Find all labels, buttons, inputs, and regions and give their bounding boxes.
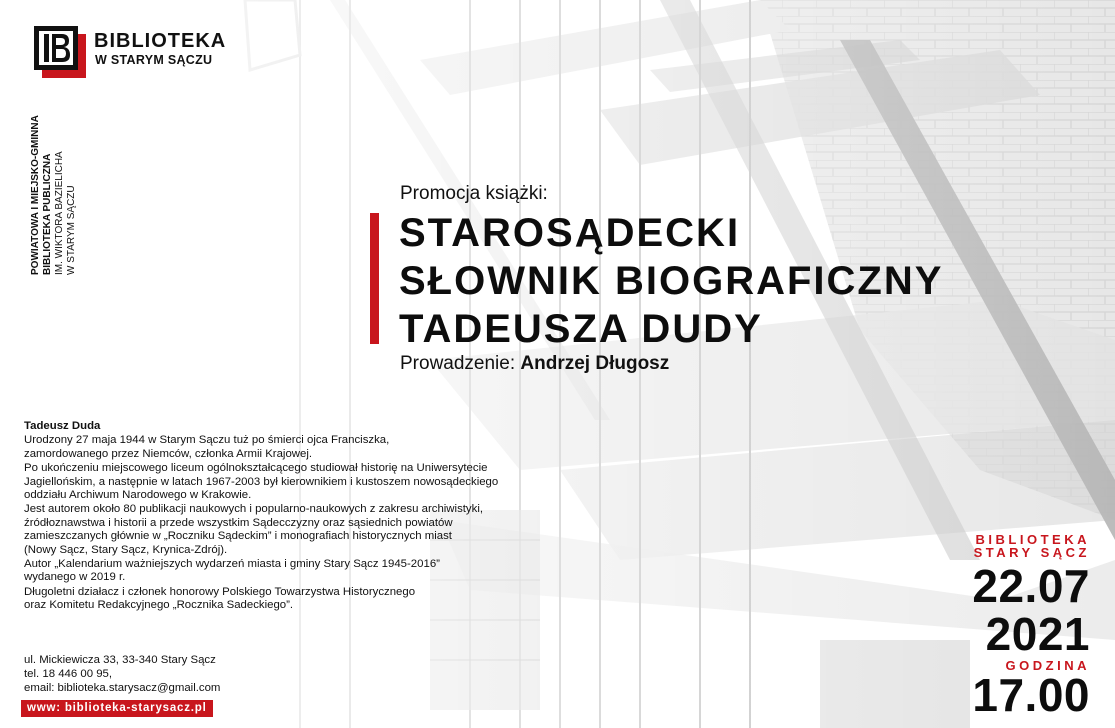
host-line [400,353,669,375]
email[interactable]: email: biblioteka.starysacz@gmail.com [24,682,221,694]
bio-paragraph [24,434,544,461]
bio-paragraph [24,558,544,585]
book-title [399,209,943,353]
host-label: Prowadzenie: [400,353,516,374]
bio-line: oraz Komitetu Redakcyjnego „Rocznika Sadeckiego”. [24,599,294,612]
institution-name [30,90,78,275]
bio-line: (Nowy Sącz, Stary Sącz, Krynica-Zdrój). [24,543,228,556]
bio-line: źródłoznawstwa i historii a przede wszystkim Sądecczyzny oraz sąsiednich powiatów [24,516,453,529]
place-line: BIBLIOTEKA [975,532,1090,547]
bio-paragraph [24,462,544,502]
title-line: TADEUSZA DUDY [399,307,763,351]
title-line: SŁOWNIK BIOGRAFICZNY [399,259,944,303]
institution-line: BIBLIOTEKA PUBLICZNA [42,153,53,275]
bio-line: Po ukończeniu miejscowego liceum ogólnokształcącego studiował historię na Uniwersytecie [24,462,488,475]
bio-line: Długoletni działacz i członek honorowy Polskiego Towarzystwa Historycznego [24,585,416,598]
address: ul. Mickiewicza 33, 33-340 Stary Sącz [24,654,216,666]
library-logo-icon [34,26,86,78]
bio-line: Urodzony 27 maja 1944 w Starym Sączu tuż po śmierci ojca Franciszka, [24,434,390,447]
bio-line: Jagiellońskim, a następnie w latach 1967-2003 był kierownikiem i kustoszem nowosądeckiego [24,475,499,488]
host-name: Andrzej Długosz [520,353,670,374]
event-date: 22.07 [972,560,1090,612]
website-link[interactable]: www: biblioteka-starysacz.pl [21,700,213,717]
title-line: STAROSĄDECKI [399,211,741,255]
library-location: W STARYM SĄCZU [95,53,213,67]
institution-line: IM. WIKTORA BAZIELICHA [54,151,65,275]
bio-line: Jest autorem około 80 publikacji naukowych i popularno-naukowych z zakresu archiwistyki, [24,503,484,516]
event-year: 2021 [985,608,1090,660]
institution-line: W STARYM SĄCZU [66,185,77,275]
event-details [972,532,1090,721]
title-accent-bar [370,213,379,344]
contact-info [24,653,220,695]
bio-line: Autor „Kalendarium ważniejszych wydarzeń miasta i gminy Stary Sącz 1945-2016” [24,558,440,571]
place-line: STARY SĄCZ [973,545,1090,560]
time-label: GODZINA [1005,658,1090,673]
author-bio [24,420,544,614]
bio-line: zamieszczanych głównie w „Roczniku Sądeckim” i monografiach historycznych miast [24,530,452,543]
institution-line: POWIATOWA I MIEJSKO-GMINNA [30,115,41,275]
bio-line: zamordowanego przez Niemców, członka Armii Krajowej. [24,447,313,460]
event-label: Promocja książki: [400,183,548,204]
library-name: BIBLIOTEKA [94,30,227,52]
bio-line: oddziału Archiwum Narodowego w Krakowie. [24,489,252,502]
bio-name: Tadeusz Duda [24,420,101,432]
event-time: 17.00 [972,669,1090,721]
bio-paragraph [24,503,544,557]
phone: tel. 18 446 00 95, [24,668,113,680]
bio-paragraph [24,586,544,613]
bio-line: wydanego w 2019 r. [24,571,126,584]
